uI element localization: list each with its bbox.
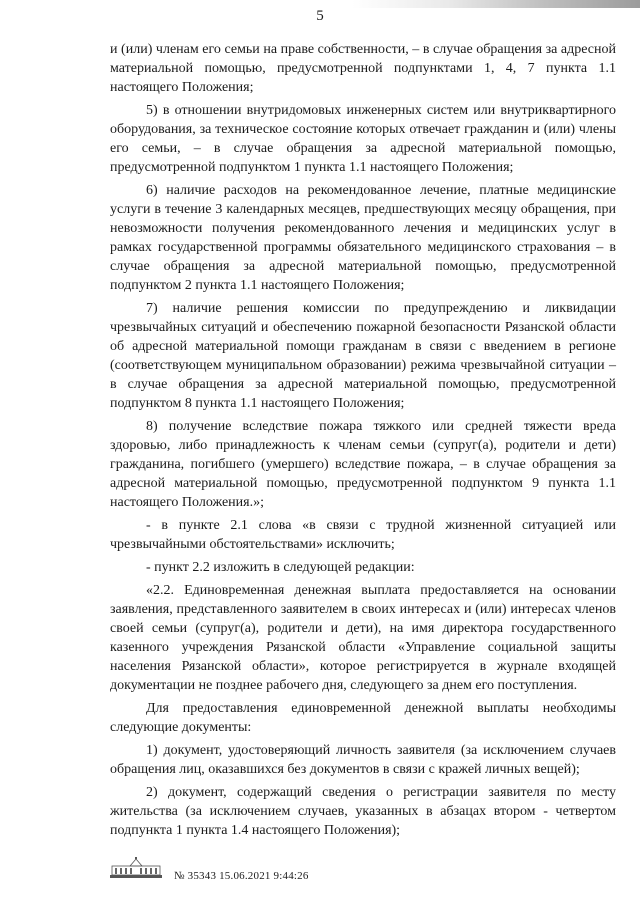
paragraph-continuation: и (или) членам его семьи на праве собственности, – в случае обращения за адресной материальной помощью, предусмотренной подпунктами 1, 4, 7 пункта 1.1 настоящего Положения;: [110, 42, 616, 95]
paragraph-documents-intro: Для предоставления единовременной денежной выплаты необходимы следующие документы:: [110, 701, 616, 735]
paragraph-item-7: 7) наличие решения комиссии по предупреждению и ликвидации чрезвычайных ситуаций и обеспечению пожарной безопасности Рязанской области об адресной материальной помощи гражданам в связи с введением в регионе (соответствующем муниципальном образовании) режима чрезвычайной ситуации – в случае обращения за адресной материальной помощью, предусмотренной подпунктом 8 пункта 1.1 настоящего Положения;: [110, 301, 616, 411]
registration-footer: [108, 856, 508, 896]
paragraph-item-5: 5) в отношении внутридомовых инженерных систем или внутриквартирного оборудования, за техническое состояние которых отвечает гражданин и (или) члены его семьи, – в случае обращения за адресной материальной помощью, предусмотренной подпунктом 1 пункта 1.1 настоящего Положения;: [110, 103, 616, 175]
government-building-stamp-icon: [108, 856, 164, 880]
registration-stamp-text: № 35343 15.06.2021 9:44:26: [174, 870, 309, 882]
paragraph-amend-2-1: - в пункте 2.1 слова «в связи с трудной жизненной ситуацией или чрезвычайными обстоятельствами» исключить;: [110, 518, 616, 552]
paragraph-document-2: 2) документ, содержащий сведения о регистрации заявителя по месту жительства (за исключением случаев, указанных в абзацах втором - четвертом подпункта 1 пункта 1.4 настоящего Положения);: [110, 785, 616, 838]
paragraph-document-1: 1) документ, удостоверяющий личность заявителя (за исключением случаев обращения лиц, оказавшихся без документов в связи с кражей личных вещей);: [110, 743, 616, 777]
paragraph-amend-2-2: - пункт 2.2 изложить в следующей редакции:: [146, 560, 415, 575]
paragraph-item-8: 8) получение вследствие пожара тяжкого или средней тяжести вреда здоровью, либо принадлежность к членам семьи (супруг(а), родители и дети) гражданина, погибшего (умершего) вследствие пожара, – в случае обращения за адресной материальной помощью, предусмотренной подпунктом 9 пункта 1.1 настоящего Положения.»;: [110, 419, 616, 510]
document-body: [110, 40, 616, 844]
paragraph-item-6: 6) наличие расходов на рекомендованное лечение, платные медицинские услуги в течение 3 календарных месяцев, предшествующих месяцу обращения, при невозможности получения рекомендованного лечения и медицинских услуг в рамках государственной программы обязательного медицинского страхования – в случае обращения за адресной материальной помощью, предусмотренной подпунктом 2 пункта 1.1 настоящего Положения;: [110, 183, 616, 293]
paragraph-clause-2-2: «2.2. Единовременная денежная выплата предоставляется на основании заявления, представленного заявителем в своих интересах и (или) интересах членов своей семьи (супруг(а), родители и дети), на имя директора государственного казенного учреждения Рязанской области «Управление социальной защиты населения Рязанской области», которое регистрируется в журнале входящей документации не позднее рабочего дня, следующего за днем его поступления.: [110, 583, 616, 693]
page-number: 5: [316, 8, 324, 24]
scan-edge-shadow: [0, 0, 640, 8]
